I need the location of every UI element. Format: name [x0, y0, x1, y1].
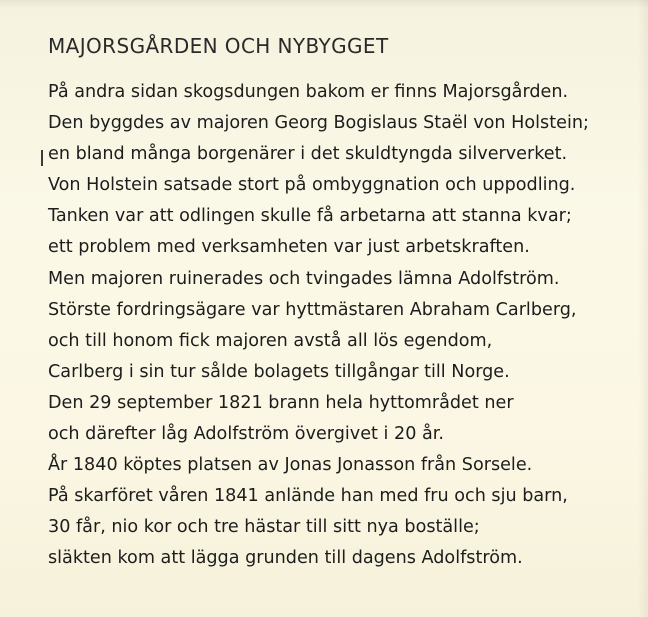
- text-line: ett problem med verksamheten var just arbetskraften.: [48, 237, 530, 258]
- text-line: 30 får, nio kor och tre hästar till sitt nya boställe;: [48, 517, 480, 538]
- text-line: På skarföret våren 1841 anlände han med fru och sju barn,: [48, 486, 568, 507]
- text-line: Men majoren ruinerades och tvingades lämna Adolfström.: [48, 268, 560, 289]
- text-line: Störste fordringsägare var hyttmästaren Abraham Carlberg,: [48, 299, 577, 320]
- text-line: Den 29 september 1821 brann hela hyttområdet ner: [48, 392, 514, 413]
- sign-body-text: [48, 77, 638, 575]
- text-line: Von Holstein satsade stort på ombyggnation och uppodling.: [48, 175, 576, 196]
- text-line: På andra sidan skogsdungen bakom er finns Majorsgården.: [48, 82, 569, 102]
- text-line: och till honom fick majoren avstå all lös egendom,: [48, 330, 493, 351]
- text-line: Carlberg i sin tur sålde bolagets tillgångar till Norge.: [48, 361, 510, 382]
- right-shadow: [638, 0, 648, 617]
- top-shadow: [0, 0, 648, 8]
- text-line: Den byggdes av majoren Georg Bogislaus Staël von Holstein;: [48, 113, 589, 134]
- text-line: År 1840 köptes platsen av Jonas Jonasson från Sorsele.: [48, 455, 533, 476]
- margin-mark: [41, 150, 43, 166]
- text-line: en bland många borgenärer i det skuldtyngda silververket.: [48, 144, 568, 165]
- sign-heading: MAJORSGÅRDEN OCH NYBYGGET: [48, 34, 389, 58]
- text-line: Tanken var att odlingen skulle få arbetarna att stanna kvar;: [48, 206, 572, 227]
- text-line: och därefter låg Adolfström övergivet i 20 år.: [48, 424, 444, 445]
- text-line: släkten kom att lägga grunden till dagens Adolfström.: [48, 548, 523, 569]
